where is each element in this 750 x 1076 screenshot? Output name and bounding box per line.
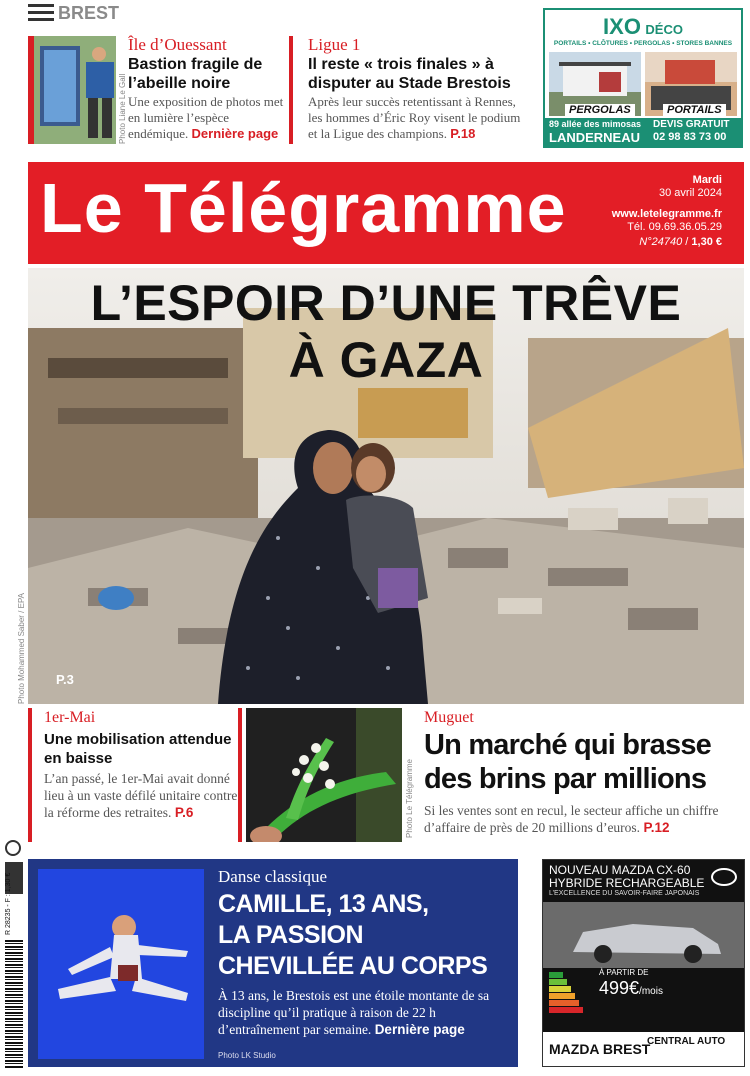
teaser-kicker: Île d’Ouessant [128, 35, 227, 54]
headline-line-2: À GAZA [288, 332, 484, 388]
ad-city: LANDERNEAU [549, 130, 640, 145]
teaser-title: Bastion fragile de l’abeille noire [128, 56, 263, 92]
ad-mazda-line1: NOUVEAU MAZDA CX-60 [549, 863, 691, 877]
recycle-icon [5, 840, 21, 856]
feature-title-line: CAMILLE, 13 ANS, [218, 890, 429, 918]
ad-mazda-line2: HYBRIDE RECHARGEABLE [549, 876, 705, 890]
edition-label: BREST [58, 3, 120, 23]
story-title: Une mobilisation attendue en baisse [44, 731, 232, 767]
story-divider-2 [238, 708, 242, 842]
story-1er-mai[interactable] [44, 708, 238, 844]
ad-services: PORTAILS • CLÔTURES • PERGOLAS • STORES BANNES [553, 40, 733, 47]
ad-label-portails: PORTAILS [663, 104, 726, 116]
muguet-photo [246, 708, 402, 842]
teaser-text: Une exposition de photos met en lumière l’espèce endémique. Dernière page [128, 94, 284, 141]
feature-photo-credit: Photo LK Studio [218, 1051, 276, 1060]
ad-footer [545, 118, 741, 146]
ad-ixo-deco[interactable] [543, 8, 743, 148]
ad-phone: 02 98 83 73 00 [653, 131, 727, 143]
masthead-day: Mardi [692, 174, 722, 186]
feature-text: À 13 ans, le Brestois est une étoile montante de sa discipline qu’il pratique à raison de 22 h d’entraînement par semaine. Dernière page [218, 988, 490, 1037]
masthead-tel: Tél. 09.69.36.05.29 [627, 221, 722, 233]
muguet-photo-credit: Photo Le Télégramme [405, 758, 414, 838]
ad-cta: DEVIS GRATUIT [653, 119, 730, 130]
dancer-photo [38, 869, 204, 1059]
ad-mazda-price: 499€/mois [599, 978, 663, 998]
barcode-icon [5, 940, 23, 1068]
hero-page-ref[interactable]: P.3 [56, 672, 74, 687]
teaser-ligue1[interactable] [308, 36, 536, 146]
feature-dance[interactable] [28, 859, 518, 1067]
energy-label-icon [549, 972, 589, 1016]
teaser-text: Après leur succès retentissant à Rennes, les hommes d’Éric Roy visent le podium et la Ligue des champions. P.18 [308, 94, 521, 141]
feature-kicker: Danse classique [218, 867, 328, 886]
story-divider [28, 708, 32, 842]
main-headline[interactable] [28, 275, 744, 389]
story-kicker: Muguet [424, 709, 474, 726]
ad-mazda-dealer: MAZDA BREST [549, 1041, 651, 1057]
teaser-divider [289, 36, 293, 144]
car-photo [543, 902, 744, 968]
feature-title-line: LA PASSION [218, 921, 364, 949]
ad-mazda-from: À PARTIR DE [599, 968, 649, 977]
story-title: Un marché qui brasse des brins par millions [424, 729, 711, 795]
ad-label-pergolas: PERGOLAS [565, 104, 635, 116]
teaser-kicker: Ligue 1 [308, 35, 361, 54]
ad-mazda-dealer2: CENTRAL AUTO [647, 1036, 726, 1047]
feature-title [218, 889, 487, 982]
masthead-date: 30 avril 2024 [659, 187, 722, 199]
story-text: Si les ventes sont en recul, le secteur affiche un chiffre d’affaire de près de 20 millions d’euros. P.12 [424, 803, 719, 835]
ad-address: 89 allée des mimosas [549, 119, 642, 129]
story-muguet[interactable] [424, 708, 734, 844]
story-text: L’an passé, le 1er-Mai avait donné lieu à un vaste défilé unitaire contre la réforme des retraites. P.6 [44, 771, 238, 820]
masthead-issue: N°24740 / 1,30 € [639, 236, 722, 248]
ad-mazda-footer [543, 1032, 744, 1066]
teaser-photo-credit: Photo Liane Le Gall [118, 73, 127, 144]
menu-icon[interactable] [28, 4, 54, 22]
headline-line-1: L’ESPOIR D’UNE TRÊVE [90, 275, 682, 331]
barcode-text: R 28235 - F : 1,30 € [5, 872, 12, 935]
ad-brand: IXO DÉCO [603, 14, 683, 39]
mazda-logo-icon [711, 868, 737, 886]
ad-mazda-line3: L’EXCELLENCE DU SAVOIR-FAIRE JAPONAIS [549, 890, 700, 897]
feature-title-line: CHEVILLÉE AU CORPS [218, 952, 488, 980]
newspaper-logo[interactable]: Le Télégramme [40, 169, 567, 247]
teaser-ouessant[interactable] [28, 36, 288, 146]
teaser-title: Il reste « trois finales » à disputer au Stade Brestois [308, 56, 511, 92]
hero-photo-credit: Photo Mohammed Saber / EPA [17, 592, 26, 704]
ad-mazda[interactable] [542, 859, 745, 1067]
masthead-site[interactable]: www.letelegramme.fr [611, 208, 722, 220]
story-kicker: 1er-Mai [44, 709, 96, 726]
teaser-photo [28, 36, 116, 144]
beekeeper-photo [34, 36, 116, 144]
